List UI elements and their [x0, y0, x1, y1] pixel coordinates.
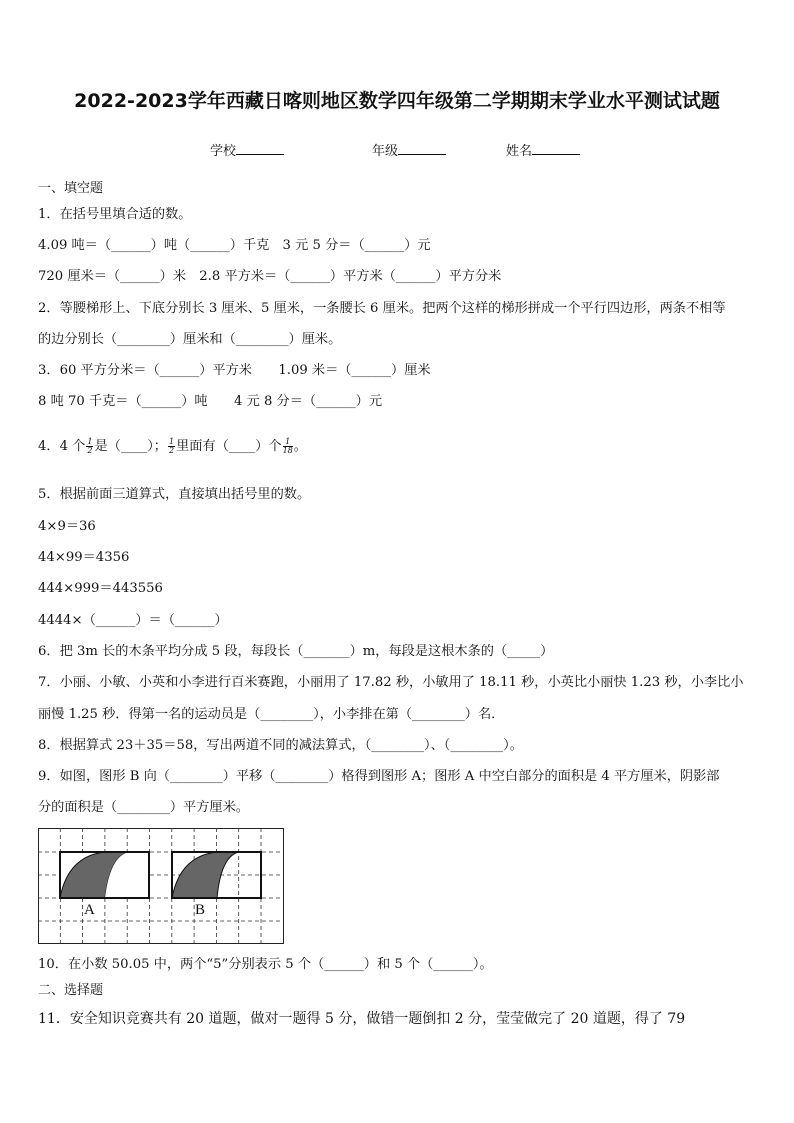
- shape-a: [60, 852, 150, 898]
- question-7-line-a: 7．小丽、小敏、小英和小李进行百米赛跑，小丽用了 17.82 秒，小敏用了 18.11 秒，小英比小丽快 1.23 秒，小李比小: [38, 675, 744, 690]
- question-1-line-b: 720 厘米＝（______）米 2.8 平方米＝（______）平方米（______）平方分米: [38, 269, 502, 284]
- question-4: [38, 438, 307, 456]
- question-9-line-a: 9．如图，图形 B 向（________）平移（________）格得到图形 A；图形 A 中空白部分的面积是 4 平方厘米，阴影部: [38, 769, 720, 784]
- question-5-eq-c: 444×999＝443556: [38, 581, 163, 596]
- grade-label: 年级: [372, 144, 399, 159]
- name-label: 姓名: [506, 144, 533, 159]
- question-5-eq-b: 44×99＝4356: [38, 550, 130, 565]
- question-5-eq-d: 4444×（______）＝（______）: [38, 613, 228, 628]
- fraction-one-half-2: $\frac{1}{2}$: [168, 437, 175, 455]
- question-10: 10．在小数 50.05 中，两个“5”分别表示 5 个（______）和 5 个（______）。: [38, 957, 493, 972]
- label-b: B: [195, 902, 206, 918]
- question-9-line-b: 分的面积是（________）平方厘米。: [38, 800, 249, 815]
- question-3-line-b: 8 吨 70 千克＝（______）吨 4 元 8 分＝（______）元: [38, 394, 383, 409]
- q4-part-3: 里面有（____）个: [176, 439, 282, 454]
- grade-field: [372, 140, 446, 159]
- name-field: [506, 140, 580, 159]
- school-label: 学校: [210, 144, 237, 159]
- section-choice-heading: 二、选择题: [38, 983, 104, 998]
- question-2-line-a: 2．等腰梯形上、下底分别长 3 厘米、5 厘米，一条腰长 6 厘米。把两个这样的梯形拼成一个平行四边形，两条不相等: [38, 301, 726, 316]
- question-8: 8．根据算式 23＋35＝58，写出两道不同的减法算式，（________）、（________）。: [38, 738, 523, 753]
- question-5-eq-a: 4×9＝36: [38, 519, 96, 534]
- question-7-line-b: 丽慢 1.25 秒．得第一名的运动员是（________），小李排在第（________）名．: [38, 707, 505, 722]
- page-title: 2022-2023学年西藏日喀则地区数学四年级第二学期期末学业水平测试试题: [74, 90, 720, 112]
- label-a: A: [84, 902, 95, 918]
- section-fill-heading: 一、填空题: [38, 181, 104, 196]
- q4-part-4: 。: [293, 439, 307, 454]
- fraction-one-eighteenth: $\frac{1}{18}$: [282, 437, 293, 455]
- question-1-line-a: 4.09 吨＝（______）吨（______）千克 3 元 5 分＝（______）元: [38, 238, 431, 253]
- q4-part-1: 4．4 个: [38, 439, 86, 454]
- name-blank[interactable]: [532, 142, 580, 155]
- school-field: [210, 140, 284, 159]
- grade-blank[interactable]: [398, 142, 446, 155]
- question-6: 6．把 3m 长的木条平均分成 5 段，每段长（_______）m，每段是这根木条的（_____）: [38, 644, 554, 659]
- question-11: 11．安全知识竞赛共有 20 道题，做对一题得 5 分，做错一题倒扣 2 分，莹莹做完了 20 道题，得了 79: [38, 1011, 686, 1027]
- question-5: 5．根据前面三道算式，直接填出括号里的数。: [38, 487, 311, 502]
- translation-figure: [38, 828, 284, 944]
- q4-part-2: 是（____）；: [94, 439, 167, 454]
- question-2-line-b: 的边分别长（________）厘米和（________）厘米。: [38, 332, 342, 347]
- school-blank[interactable]: [236, 142, 284, 155]
- fraction-one-half: $\frac{1}{2}$: [87, 437, 93, 455]
- question-3-line-a: 3．60 平方分米＝（______）平方米 1.09 米＝（______）厘米: [38, 363, 431, 378]
- question-1: 1．在括号里填合适的数。: [38, 207, 192, 222]
